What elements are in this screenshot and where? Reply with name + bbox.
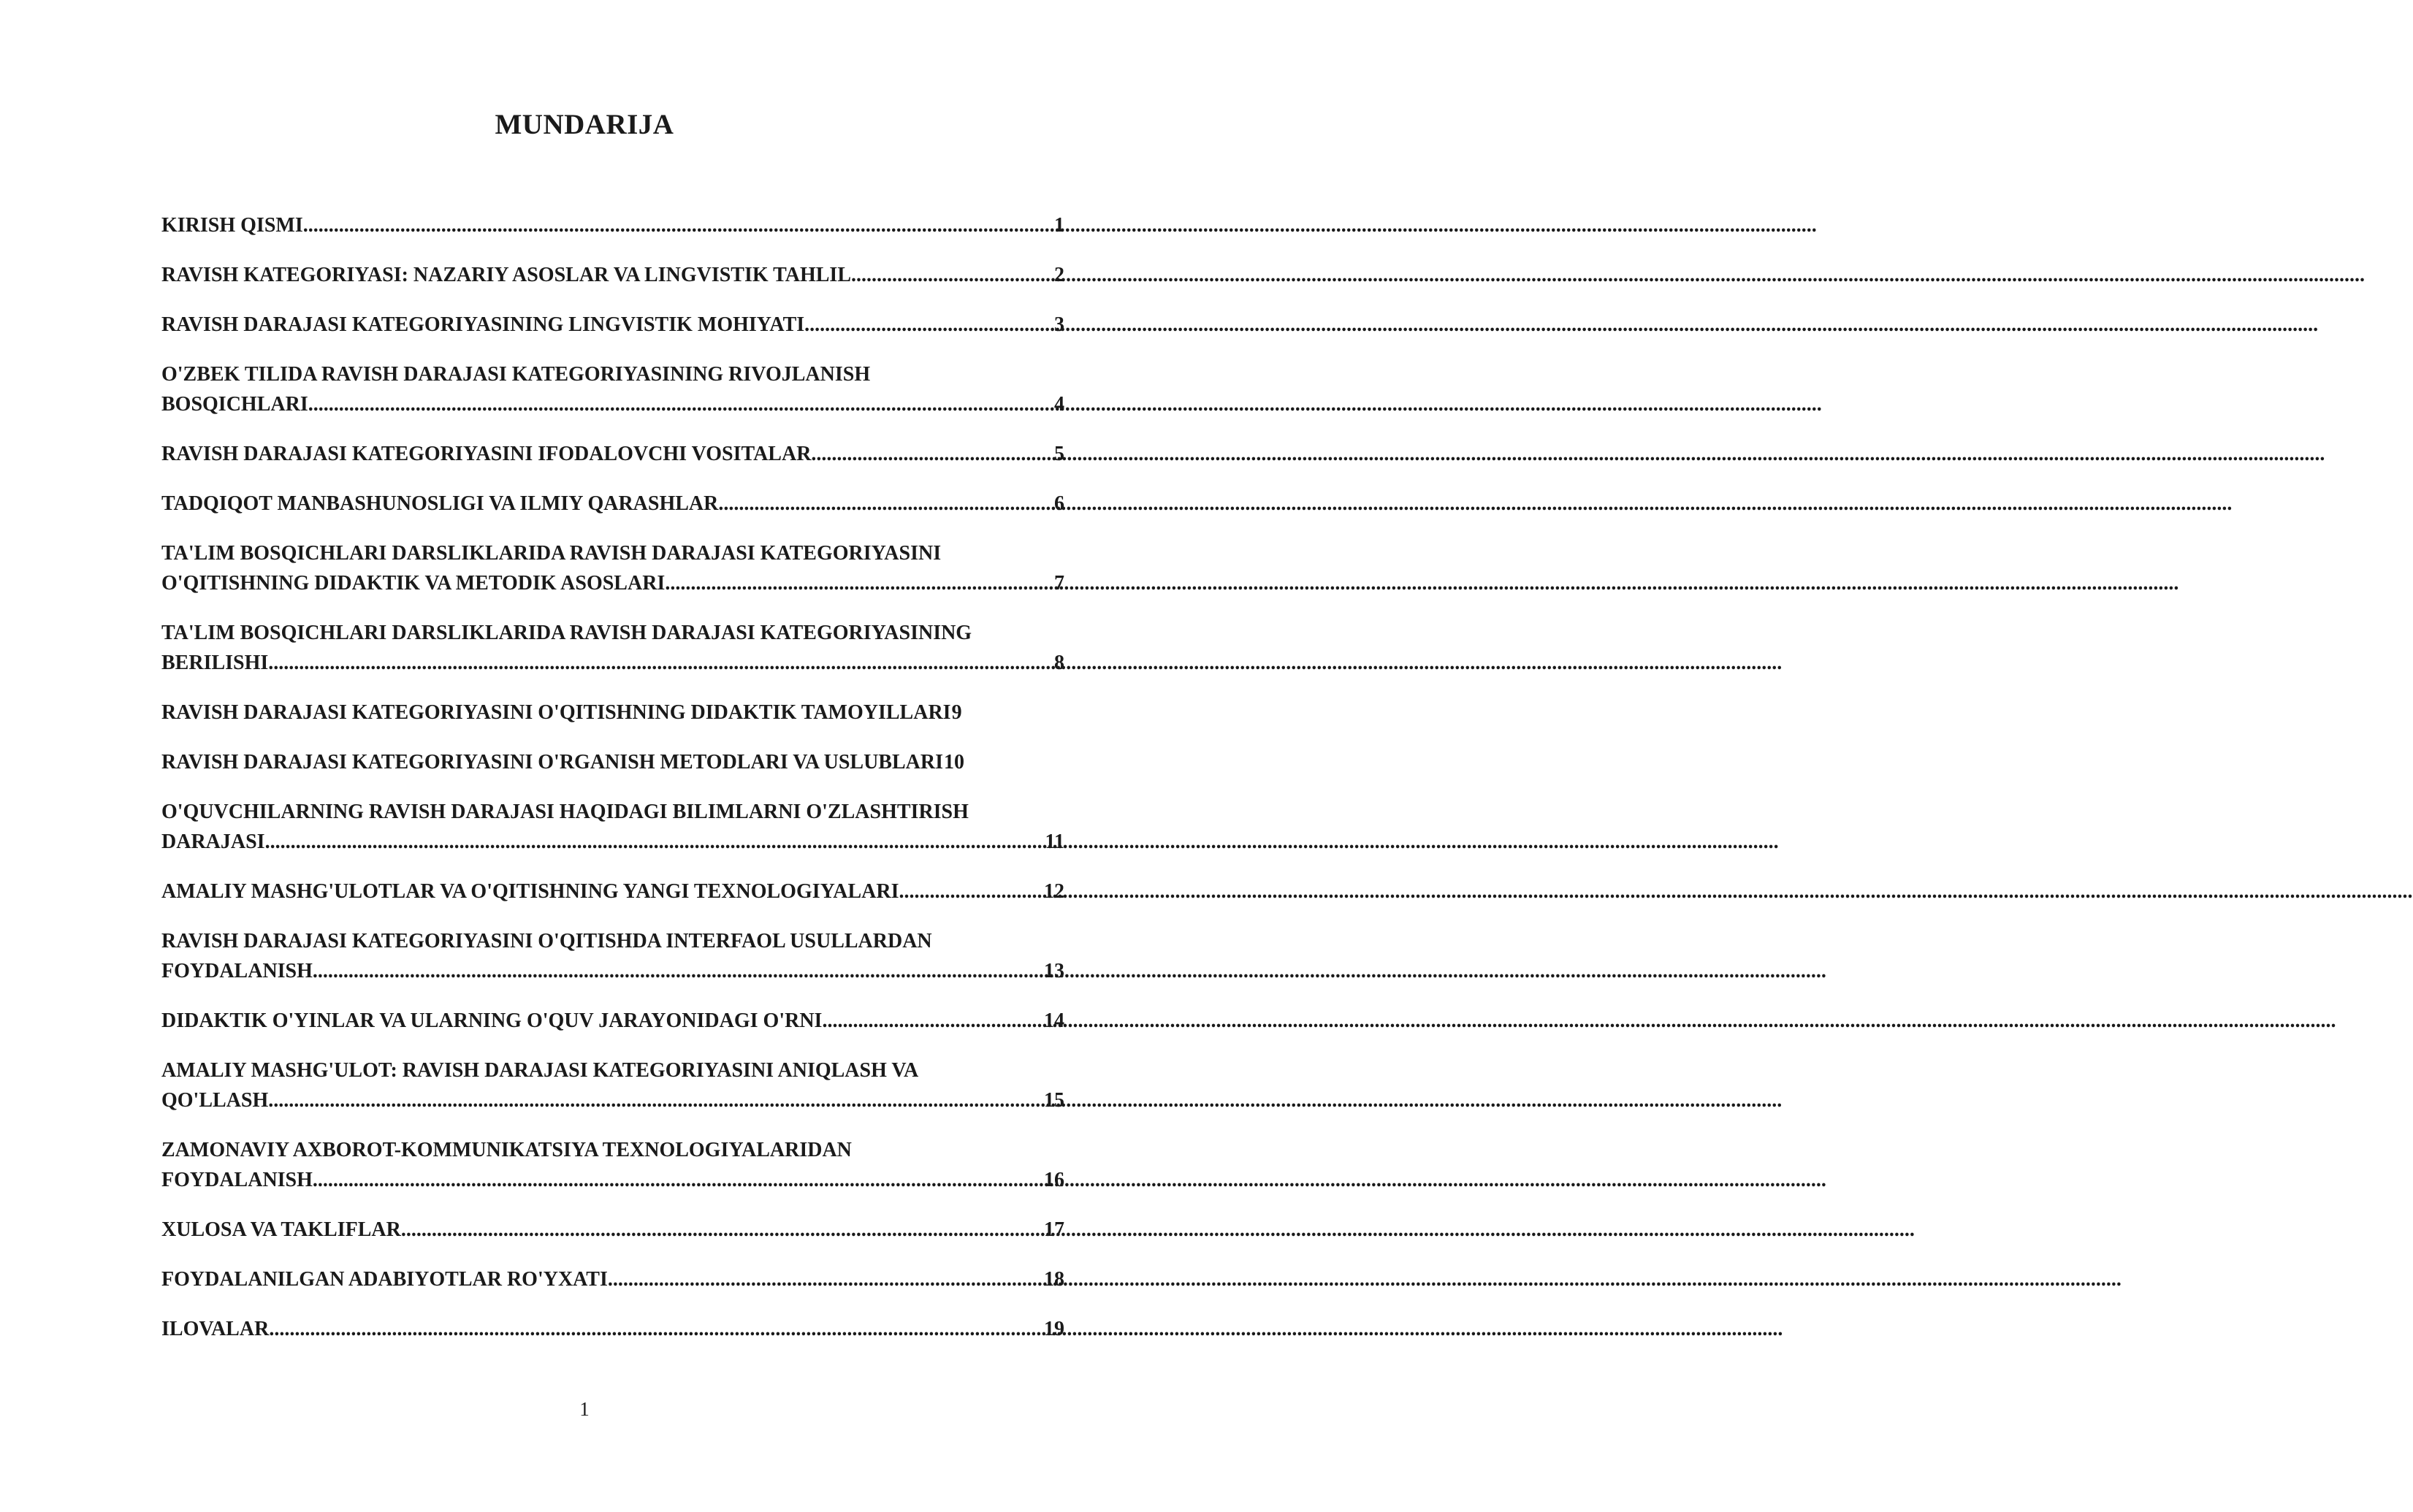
- page-title: MUNDARIJA: [495, 109, 674, 140]
- toc-dot-leader: [401, 1215, 1043, 1245]
- toc-dot-leader: [851, 260, 1053, 290]
- toc-entry-page-number: 1: [1054, 214, 1064, 237]
- toc-entry-title: RAVISH DARAJASI KATEGORIYASINI O'RGANISH METODLARI VA USLUBLARI: [161, 751, 943, 774]
- toc-entry[interactable]: [161, 210, 1064, 240]
- toc-entry-title: RAVISH DARAJASI KATEGORIYASINING LINGVISTIK MOHIYATI: [161, 313, 805, 336]
- toc-entry-page-number: 4: [1054, 393, 1064, 416]
- toc-entry[interactable]: [161, 1264, 1064, 1294]
- toc-entry[interactable]: [161, 1135, 1064, 1195]
- toc-entry-page-number: 15: [1044, 1089, 1064, 1112]
- toc-entry[interactable]: [161, 1006, 1064, 1036]
- toc-entry-title-line1: O'QUVCHILARNING RAVISH DARAJASI HAQIDAGI BILIMLARNI O'ZLASHTIRISH: [161, 801, 969, 823]
- toc-dot-leader: [899, 877, 1043, 906]
- toc-entry-title-line1: ZAMONAVIY AXBOROT-KOMMUNIKATSIYA TEXNOLOGIYALARIDAN: [161, 1139, 852, 1161]
- toc-entry-title: FOYDALANISH: [161, 1169, 313, 1191]
- toc-entry-page-number: 6: [1054, 492, 1064, 515]
- toc-entry[interactable]: [161, 618, 1064, 678]
- toc-entry-page-number: 11: [1045, 831, 1064, 853]
- toc-entry-page-number: 12: [1044, 880, 1064, 903]
- toc-entry[interactable]: [161, 538, 1064, 598]
- document-page: [0, 0, 1169, 1512]
- toc-entry[interactable]: [161, 747, 1064, 777]
- toc-entry-title-line1: TA'LIM BOSQICHLARI DARSLIKLARIDA RAVISH DARAJASI KATEGORIYASINING: [161, 622, 972, 644]
- toc-entry-page-number: 2: [1054, 264, 1064, 286]
- toc-entry[interactable]: [161, 926, 1064, 986]
- toc-dot-leader: [303, 210, 1053, 240]
- toc-entry-title: BOSQICHLARI: [161, 393, 308, 416]
- toc-entry-title: ILOVALAR: [161, 1318, 270, 1340]
- toc-dot-leader: [822, 1006, 1043, 1036]
- toc-entry-title: DARAJASI: [161, 831, 265, 853]
- toc-dot-leader: [718, 489, 1053, 519]
- toc-entry-title-line1: RAVISH DARAJASI KATEGORIYASINI O'QITISHDA INTERFAOL USULLARDAN: [161, 930, 932, 952]
- toc-entry[interactable]: [161, 1055, 1064, 1115]
- toc-dot-leader: [665, 568, 1053, 598]
- toc-entry-page-number: 13: [1044, 960, 1064, 982]
- toc-entry[interactable]: [161, 439, 1064, 469]
- toc-entry-title: TADQIQOT MANBASHUNOSLIGI VA ILMIY QARASHLAR: [161, 492, 719, 515]
- page-number: 1: [579, 1398, 590, 1420]
- toc-entry[interactable]: [161, 310, 1064, 340]
- toc-entry-title: KIRISH QISMI: [161, 214, 303, 237]
- toc-entry-page-number: 19: [1044, 1318, 1064, 1340]
- toc-entry-page-number: 5: [1054, 443, 1064, 465]
- toc-entry-page-number: 14: [1044, 1009, 1064, 1032]
- toc-entry-page-number: 3: [1054, 313, 1064, 336]
- toc-entry[interactable]: [161, 260, 1064, 290]
- toc-entry-title: XULOSA VA TAKLIFLAR: [161, 1218, 401, 1241]
- toc-entry-title: AMALIY MASHG'ULOTLAR VA O'QITISHNING YANGI TEXNOLOGIYALARI: [161, 880, 899, 903]
- toc-entry-page-number: 16: [1044, 1169, 1064, 1191]
- toc-entry-title-line1: O'ZBEK TILIDA RAVISH DARAJASI KATEGORIYASINING RIVOJLANISH: [161, 363, 871, 386]
- toc-dot-leader: [811, 439, 1053, 469]
- toc-entry-title-line1: TA'LIM BOSQICHLARI DARSLIKLARIDA RAVISH DARAJASI KATEGORIYASINI: [161, 542, 942, 565]
- toc-entry-page-number: 17: [1044, 1218, 1064, 1241]
- toc-dot-leader: [313, 956, 1043, 986]
- toc-dot-leader: [268, 648, 1053, 678]
- toc-entry-page-number: 9: [951, 701, 962, 724]
- toc-entry-page-number: 7: [1054, 572, 1064, 595]
- toc-entry[interactable]: [161, 877, 1064, 906]
- toc-entry[interactable]: [161, 1314, 1064, 1344]
- toc-entry-title: O'QITISHNING DIDAKTIK VA METODIK ASOSLARI: [161, 572, 666, 595]
- toc-entry-title: RAVISH DARAJASI KATEGORIYASINI O'QITISHNING DIDAKTIK TAMOYILLARI: [161, 701, 951, 724]
- toc-dot-leader: [313, 1165, 1043, 1195]
- toc-entry-page-number: 18: [1044, 1268, 1064, 1291]
- toc-entry-title-line1: AMALIY MASHG'ULOT: RAVISH DARAJASI KATEGORIYASINI ANIQLASH VA: [161, 1059, 919, 1082]
- toc-entry[interactable]: [161, 1215, 1064, 1245]
- toc-entry[interactable]: [161, 797, 1064, 857]
- table-of-contents: [161, 210, 1064, 1364]
- toc-entry-title: BERILISHI: [161, 652, 269, 674]
- toc-entry-title: RAVISH KATEGORIYASI: NAZARIY ASOSLAR VA LINGVISTIK TAHLIL: [161, 264, 852, 286]
- toc-entry-page-number: 8: [1054, 652, 1064, 674]
- toc-entry-title: FOYDALANISH: [161, 960, 313, 982]
- toc-entry[interactable]: [161, 359, 1064, 419]
- toc-entry-page-number: 10: [943, 751, 964, 774]
- toc-entry-title: DIDAKTIK O'YINLAR VA ULARNING O'QUV JARAYONIDAGI O'RNI: [161, 1009, 823, 1032]
- toc-dot-leader: [265, 827, 1045, 857]
- toc-entry[interactable]: [161, 698, 1064, 728]
- toc-entry-title: QO'LLASH: [161, 1089, 269, 1112]
- toc-dot-leader: [308, 389, 1053, 419]
- toc-entry-title: RAVISH DARAJASI KATEGORIYASINI IFODALOVCHI VOSITALAR: [161, 443, 812, 465]
- toc-dot-leader: [608, 1264, 1043, 1294]
- toc-entry-title: FOYDALANILGAN ADABIYOTLAR RO'YXATI: [161, 1268, 608, 1291]
- toc-dot-leader: [268, 1085, 1043, 1115]
- toc-entry[interactable]: [161, 489, 1064, 519]
- toc-dot-leader: [804, 310, 1053, 340]
- toc-dot-leader: [269, 1314, 1043, 1344]
